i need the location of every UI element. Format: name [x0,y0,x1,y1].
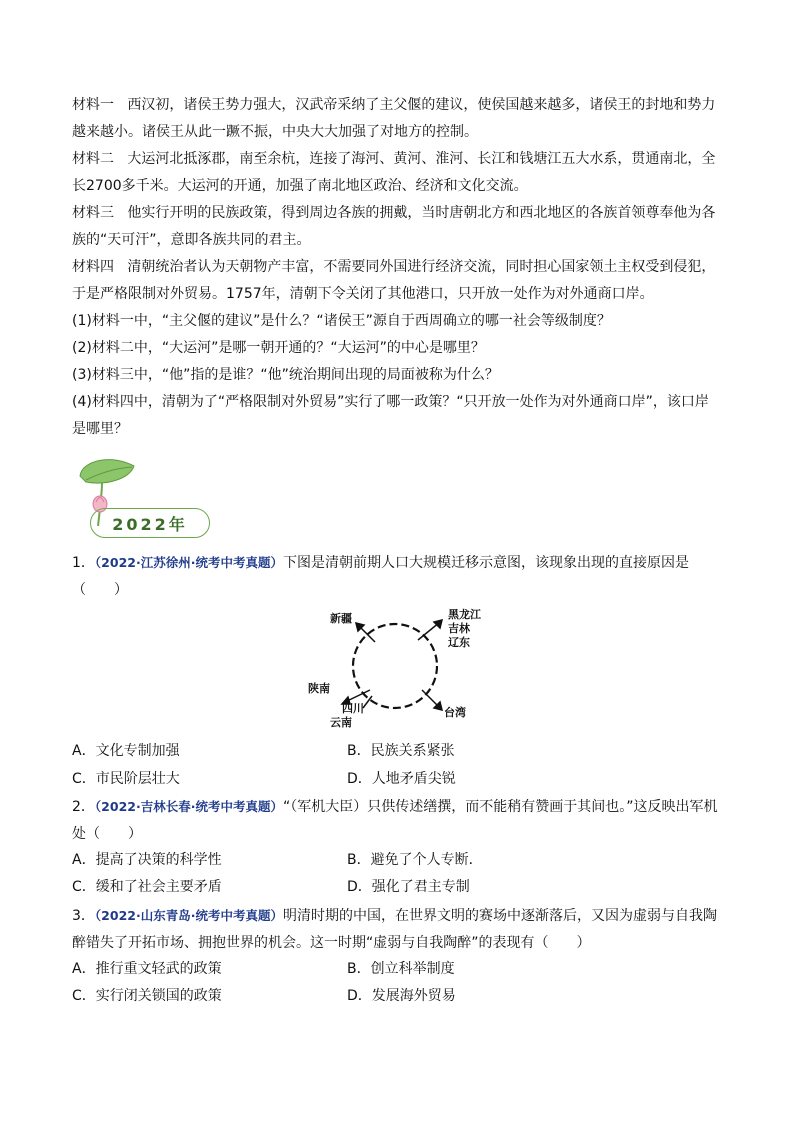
q2-option-a: A．提高了决策的科学性 [72,852,222,868]
arrow-sichuan [363,696,372,708]
material-text: 西汉初，诸侯王势力强大，汉武帝采纳了主父偃的建议，使侯国越来越多，诸侯王的封地和势力越来越小。诸侯王从此一蹶不振，中央大大加强了对地方的控制。 [72,97,716,140]
material-2 [72,146,722,200]
label-jilin: 吉林 [448,622,470,635]
q3-option-c: C．实行闭关锁国的政策 [72,988,222,1004]
subquestion-1: (1)材料一中，“主父偃的建议”是什么？“诸侯王”源自于西周确立的哪一社会等级制度？ [72,313,611,329]
label-sichuan: 四川 [342,702,364,715]
migration-diagram [300,604,490,734]
question-stem: 下图是清朝前期人口大规模迁移示意图，该现象出现的直接原因是（ ） [72,555,689,598]
material-text: 他实行开明的民族政策，得到周边各族的拥戴，当时唐朝北方和西北地区的各族首领尊奉他为各族的“天可汗”，意即各族共同的君主。 [72,205,716,248]
label-heilongjiang: 黑龙江 [448,608,481,621]
material-3 [72,200,722,254]
question-number: 2． [72,799,95,815]
question-source: （2022·吉林长春·统考中考真题） [94,799,283,814]
q2-option-d: D．强化了君主专制 [347,879,470,895]
question-source: （2022·山东青岛·统考中考真题） [94,908,283,923]
label-taiwan: 台湾 [444,706,466,719]
material-label: 材料四 [72,259,114,275]
section-year-badge: 2022年 [90,508,210,538]
q2-option-b: B．避免了个人专断． [347,852,483,868]
label-liaodong: 辽东 [448,636,470,649]
material-label: 材料一 [72,97,114,113]
q1-option-b: B．民族关系紧张 [347,743,455,759]
question-number: 3． [72,908,95,924]
material-4 [72,254,722,308]
label-shaanxi: 陕南 [308,682,330,695]
q3-option-b: B．创立科举制度 [347,961,455,977]
material-text: 大运河北抵涿郡，南至余杭，连接了海河、黄河、淮河、长江和钱塘江五大水系，贯通南北，全长2700多千米。大运河的开通，加强了南北地区政治、经济和文化交流。 [72,151,716,194]
material-text: 清朝统治者认为天朝物产丰富，不需要同外国进行经济交流，同时担心国家领土主权受到侵犯，于是严格限制对外贸易。1757年，清朝下令关闭了其他港口，只开放一处作为对外通商口岸。 [72,259,716,302]
diagram-circle [353,624,437,708]
question-stem: 明清时期的中国，在世界文明的赛场中逐渐落后，又因为虚弱与自我陶醉错失了开拓市场、拥抱世界的机会。这一时期“虚弱与自我陶醉”的表现有（ ） [72,908,717,951]
q3-option-d: D．发展海外贸易 [347,988,456,1004]
q1-option-d: D．人地矛盾尖锐 [347,771,456,787]
question-1 [72,549,722,604]
q1-option-c: C．市民阶层壮大 [72,771,180,787]
subquestion-3: (3)材料三中，“他”指的是谁？“他”统治期间出现的局面被称为什么？ [72,367,499,383]
subquestion-2: (2)材料二中，“大运河”是哪一朝开通的？“大运河”的中心是哪里？ [72,340,485,356]
q1-option-a: A．文化专制加强 [72,743,180,759]
label-xinjiang: 新疆 [330,612,352,625]
question-number: 1． [72,555,95,571]
material-label: 材料三 [72,205,114,221]
label-yunnan: 云南 [330,716,352,729]
q2-option-c: C．缓和了社会主要矛盾 [72,879,222,895]
question-source: （2022·江苏徐州·统考中考真题） [94,555,283,570]
material-1 [72,92,722,146]
subquestion-4: (4)材料四中，清朝为了“严格限制对外贸易”实行了哪一政策？“只开放一处作为对外通商口岸”，该口岸是哪里？ [72,394,709,437]
material-label: 材料二 [72,151,114,167]
question-3 [72,902,722,957]
q3-option-a: A．推行重文轻武的政策 [72,961,222,977]
question-2 [72,793,722,848]
question-stem: “（军机大臣）只供传述缮撰，而不能稍有赞画于其间也。”这反映出军机处（ ） [72,799,718,842]
